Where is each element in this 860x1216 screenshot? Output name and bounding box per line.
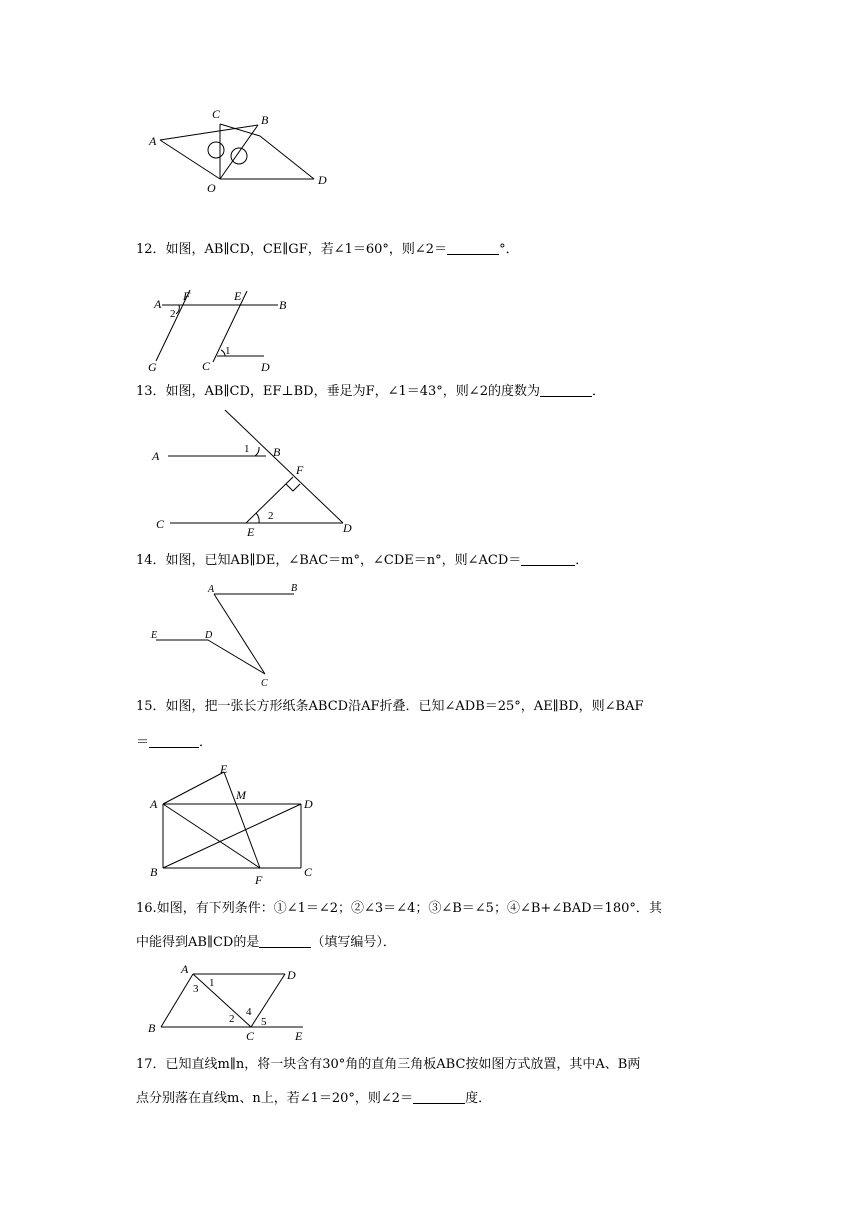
question-text: 如图，AB∥CD，EF⊥BD，垂足为F，∠1＝43°，则∠2的度数为 [165,384,540,399]
question-text-end: °． [499,242,519,257]
question-text-end: ． [575,553,589,568]
question-number: 15． [136,699,166,714]
fig16-label-b: B [148,1021,156,1035]
question-text: 如图，AB∥CD，CE∥GF，若∠1＝60°，则∠2＝ [165,242,448,257]
question-number: 14． [136,553,166,568]
question-14 [136,551,736,571]
fig15-label-d: D [304,797,313,811]
question-17-line2 [136,1089,736,1109]
fig14-label-b: B [291,583,298,594]
fig14-label-c: C [261,678,268,689]
fig16-label-e: E [295,1029,303,1043]
fig14-label-d: D [205,630,213,641]
figure-12 [140,282,310,377]
figure-11 [140,100,350,200]
question-number: 13． [136,384,166,399]
fig15-label-c: C [304,865,313,879]
answer-blank[interactable] [259,933,311,948]
question-text-end: 度． [465,1091,492,1106]
question-13 [136,382,736,402]
figure-15 [145,760,335,892]
question-text-end: （填写编号）． [311,935,396,950]
question-number: 12． [136,242,166,257]
fig11-label-o: O [207,181,216,195]
answer-blank[interactable] [149,733,199,748]
question-text: 如图，已知AB∥DE，∠BAC＝m°，∠CDE＝n°，则∠ACD＝ [165,553,522,568]
question-text: 如图，把一张长方形纸条ABCD沿AF折叠．已知∠ADB＝25°，AE∥BD，则∠BAF [165,699,644,714]
question-17 [136,1055,736,1075]
fig15-label-m: M [236,788,246,802]
fig13-label-a: A [152,449,160,463]
question-15 [136,697,736,717]
fig12-label-d: D [261,360,270,374]
fig11-label-c: C [212,107,221,121]
fig13-label-2: 2 [268,510,274,522]
fig14-label-e: E [151,630,158,641]
figure-16 [145,962,325,1042]
fig13-label-c: C [156,517,165,531]
question-number: 16. [136,901,157,916]
question-15-line2 [136,733,736,753]
question-16 [136,899,736,919]
answer-blank[interactable] [521,551,575,566]
fig12-label-a: A [154,297,162,311]
fig16-label-1: 1 [209,977,215,989]
fig15-label-f: F [255,873,263,887]
fig13-label-1: 1 [244,443,250,455]
fig12-label-b: B [279,298,287,312]
question-text-end: ． [199,735,213,750]
figure-13 [148,410,368,540]
question-text: 如图，有下列条件：①∠1＝∠2；②∠3＝∠4；③∠B＝∠5；④∠B+∠BAD＝180°．其 [156,901,662,916]
question-text-line2: ＝ [136,735,150,750]
question-text-line2: 点分别落在直线m、n上，若∠1＝20°，则∠2＝ [136,1091,414,1106]
fig13-label-b: B [273,445,281,459]
question-16-line2 [136,933,736,953]
fig16-label-2: 2 [229,1013,235,1025]
fig15-label-e: E [220,762,228,776]
fig16-label-a: A [181,962,189,976]
answer-blank[interactable] [413,1089,465,1104]
answer-blank[interactable] [540,382,592,397]
question-12 [136,240,736,260]
fig13-label-f: F [296,463,304,477]
question-text-line2: 中能得到AB∥CD的是 [136,935,260,950]
fig12-label-1: 1 [225,345,231,357]
fig16-label-5: 5 [261,1016,267,1028]
fig12-label-e: E [234,289,242,303]
fig12-label-c: C [202,359,211,373]
fig11-label-d: D [318,173,327,187]
fig13-label-e: E [247,525,255,539]
question-number: 17． [136,1057,166,1072]
figure-14 [148,578,318,693]
fig14-label-a: A [208,584,215,595]
fig16-label-c: C [246,1029,255,1043]
fig11-label-a: A [149,134,157,148]
fig16-label-d: D [287,968,296,982]
answer-blank[interactable] [447,240,499,255]
fig11-label-b: B [261,113,269,127]
fig13-label-d: D [343,521,352,535]
fig12-label-f: F [183,289,191,303]
question-text: 已知直线m∥n，将一块含有30°角的直角三角板ABC按如图方式放置，其中A、B两 [165,1057,641,1072]
fig12-label-g: G [148,360,157,374]
fig15-label-b: B [150,865,158,879]
fig15-label-a: A [150,797,158,811]
fig12-label-2: 2 [170,308,176,320]
question-text-end: ． [591,384,605,399]
fig16-label-4: 4 [246,1006,252,1018]
fig16-label-3: 3 [193,983,199,995]
